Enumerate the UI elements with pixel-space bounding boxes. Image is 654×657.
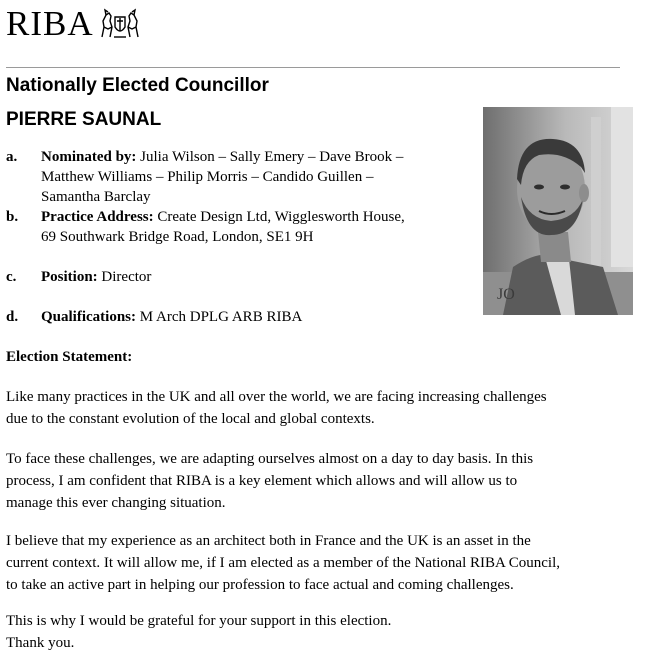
statement-paragraph — [6, 448, 646, 514]
statement-line: Like many practices in the UK and all over the world, we are facing increasing challenges — [6, 389, 547, 405]
detail-value-line: Julia Wilson – Sally Emery – Dave Brook – — [136, 149, 404, 165]
statement-line: current context. It will allow me, if I am elected as a member of the National RIBA Council, — [6, 555, 560, 571]
detail-value-line: Create Design Ltd, Wigglesworth House, — [153, 209, 405, 225]
candidate-portrait — [483, 107, 633, 315]
candidate-name: PIERRE SAUNAL — [6, 109, 162, 130]
statement-line: manage this ever changing situation. — [6, 495, 226, 511]
header-divider — [6, 67, 620, 68]
logo-text: RIBA — [6, 4, 94, 43]
statement-line: I believe that my experience as an architect both in France and the UK is an asset in the — [6, 533, 531, 549]
statement-heading: Election Statement: — [6, 349, 133, 365]
photo-sign-text: JO — [497, 286, 515, 303]
page-title: Nationally Elected Councillor — [6, 75, 269, 96]
statement-line: to take an active part in helping our profession to face actual and coming challenges. — [6, 577, 514, 593]
statement-paragraph — [6, 610, 646, 654]
statement-line: due to the constant evolution of the local and global contexts. — [6, 411, 375, 427]
detail-value-line: Director — [97, 269, 152, 285]
detail-letter: a. — [6, 149, 18, 165]
riba-crest-icon — [100, 7, 140, 44]
detail-letter: c. — [6, 269, 17, 285]
statement-line: This is why I would be grateful for your support in this election. — [6, 613, 392, 629]
detail-value-line: Samantha Barclay — [41, 189, 151, 205]
detail-label: Qualifications: — [41, 309, 137, 325]
detail-value-line: Matthew Williams – Philip Morris – Candido Guillen – — [41, 169, 374, 185]
detail-label: Nominated by: — [41, 149, 137, 165]
detail-label: Position: — [41, 269, 98, 285]
detail-value-line: M Arch DPLG ARB RIBA — [136, 309, 303, 325]
detail-letter: d. — [6, 309, 19, 325]
detail-value-line: 69 Southwark Bridge Road, London, SE1 9H — [41, 229, 314, 245]
statement-paragraph — [6, 386, 646, 430]
detail-label: Practice Address: — [41, 209, 154, 225]
statement-paragraph — [6, 530, 646, 596]
riba-logo — [6, 5, 140, 44]
statement-line: Thank you. — [6, 635, 75, 651]
statement-line: process, I am confident that RIBA is a key element which allows and will allow us to — [6, 473, 518, 489]
detail-letter: b. — [6, 209, 19, 225]
statement-line: To face these challenges, we are adapting ourselves almost on a day to day basis. In this — [6, 451, 534, 467]
